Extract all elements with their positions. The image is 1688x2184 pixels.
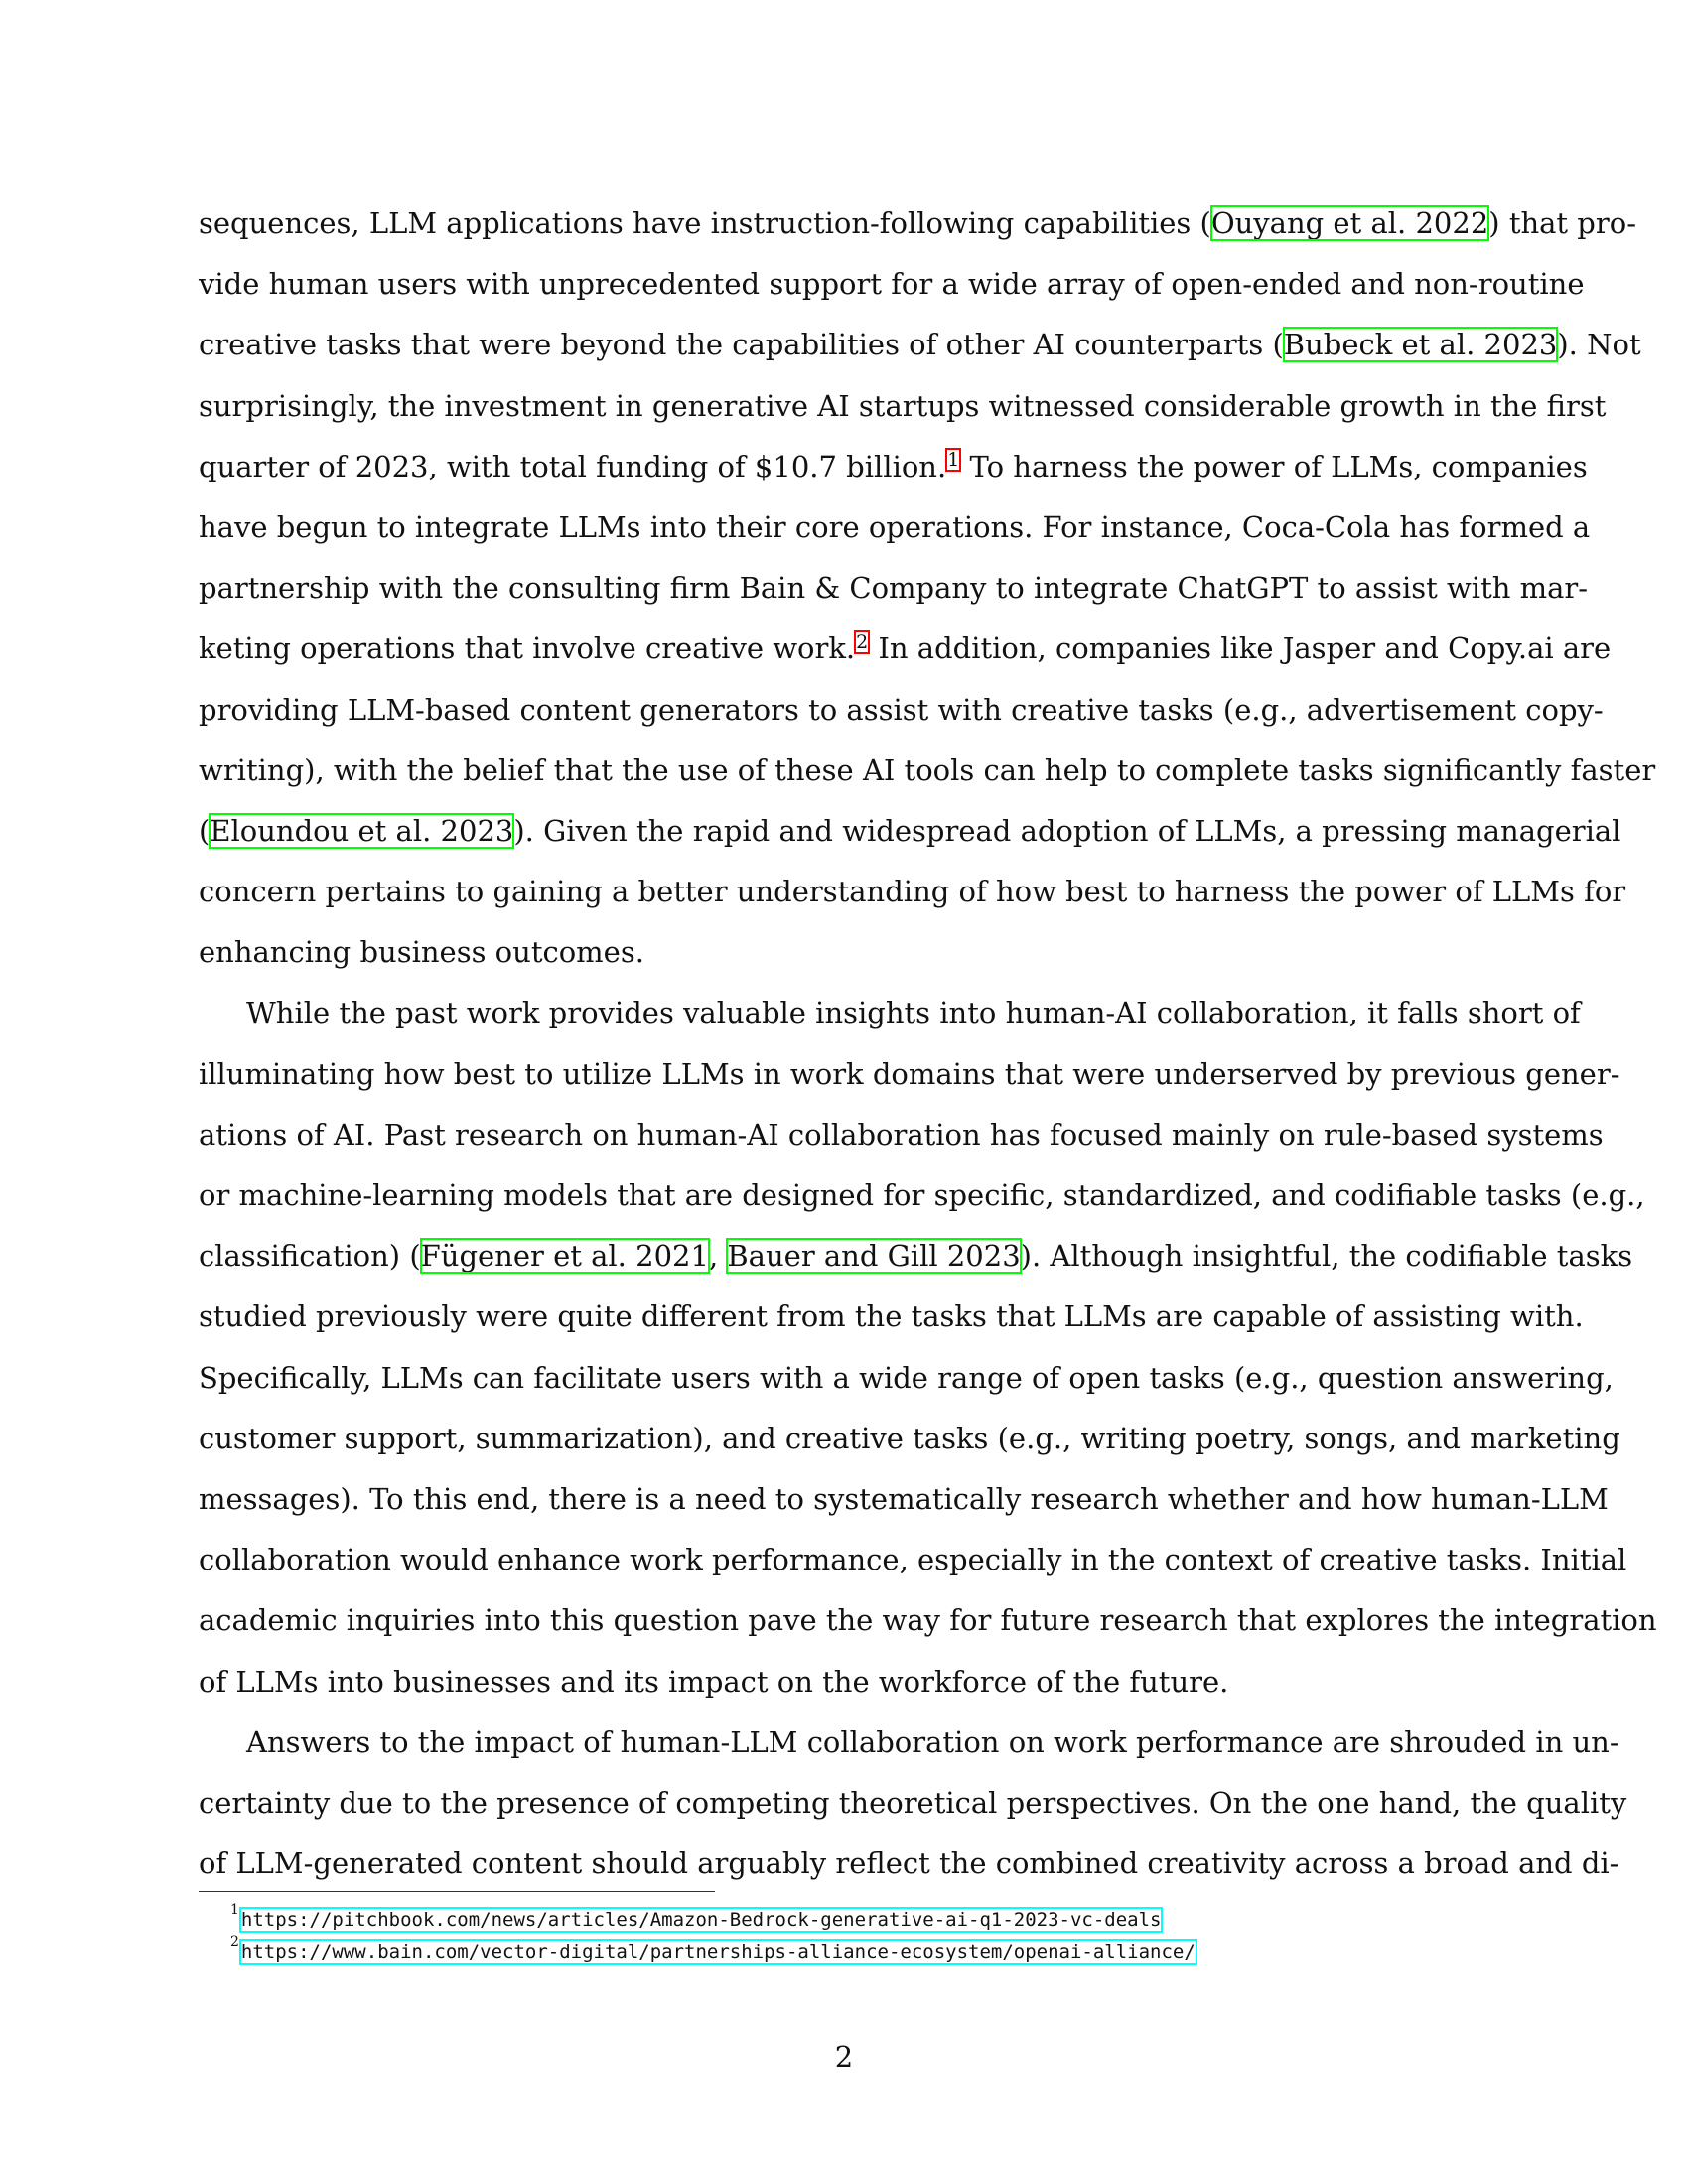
text-line: customer support, summarization), and creative tasks (e.g., writing poetry, songs, and marketing — [199, 1421, 1620, 1455]
footnote-1-link[interactable]: https://pitchbook.com/news/articles/Amazon-Bedrock-generative-ai-q1-2023-vc-deals — [240, 1909, 1162, 1931]
text-line: have begun to integrate LLMs into their core operations. For instance, Coca-Cola has formed a — [199, 509, 1591, 544]
text-line: enhancing business outcomes. — [199, 935, 644, 970]
text-line: creative tasks that were beyond the capabilities of other AI counterparts (Bubeck et al. 2023). Not — [199, 328, 1641, 362]
footnote-ref-link[interactable]: 1 — [947, 449, 960, 472]
text-line: concern pertains to gaining a better understanding of how best to harness the power of LLMs for — [199, 875, 1626, 909]
text-line: partnership with the consulting firm Bain & Company to integrate ChatGPT to assist with mar- — [199, 571, 1589, 606]
citation-link[interactable]: Ouyang et al. 2022 — [1210, 206, 1489, 240]
text-line: vide human users with unprecedented support for a wide array of open-ended and non-routine — [199, 267, 1585, 302]
footnotes — [230, 1898, 1196, 1962]
text-line: academic inquiries into this question pave the way for future research that explores the integration — [199, 1603, 1657, 1638]
text-line: While the past work provides valuable insights into human-AI collaboration, it falls short of — [246, 996, 1581, 1030]
footnote-2-link[interactable]: https://www.bain.com/vector-digital/partnerships-alliance-ecosystem/openai-alliance/ — [240, 1941, 1196, 1963]
citation-link[interactable]: Bauer and Gill 2023 — [727, 1239, 1021, 1274]
text-line: messages). To this end, there is a need to systematically research whether and how human-LLM — [199, 1481, 1609, 1516]
text-line: classification) (Fügener et al. 2021, Bauer and Gill 2023). Although insightful, the codifiable tasks — [199, 1239, 1633, 1274]
footnote-2-mark: 2 — [230, 1934, 239, 1950]
text-line: or machine-learning models that are designed for specific, standardized, and codifiable tasks (e.g., — [199, 1178, 1645, 1212]
footnote-2 — [230, 1930, 1196, 1962]
text-line: ations of AI. Past research on human-AI collaboration has focused mainly on rule-based systems — [199, 1117, 1604, 1152]
footnote-1 — [230, 1898, 1196, 1930]
text-line: of LLMs into businesses and its impact on the workforce of the future. — [199, 1664, 1229, 1699]
text-line: writing), with the belief that the use of these AI tools can help to complete tasks significantly faster — [199, 752, 1656, 787]
text-line: certainty due to the presence of competing theoretical perspectives. On the one hand, the quality — [199, 1785, 1627, 1820]
text-line: studied previously were quite different from the tasks that LLMs are capable of assisting with. — [199, 1299, 1584, 1334]
footnote-ref-link[interactable]: 2 — [856, 630, 869, 653]
text-line: surprisingly, the investment in generative AI startups witnessed considerable growth in the first — [199, 388, 1607, 423]
text-line: quarter of 2023, with total funding of $10.7 billion.$^1$ To harness the power of LLMs, companies — [199, 449, 1588, 483]
text-line: sequences, LLM applications have instruction-following capabilities (Ouyang et al. 2022) that pro- — [199, 206, 1636, 240]
paragraph — [199, 194, 1656, 983]
citation-link[interactable]: Fügener et al. 2021 — [420, 1239, 709, 1274]
footnote-rule — [199, 1891, 715, 1892]
footnote-1-mark: 1 — [230, 1902, 239, 1918]
paragraph — [199, 983, 1657, 1711]
text-line: providing LLM-based content generators to assist with creative tasks (e.g., advertisement copy- — [199, 692, 1604, 727]
text-line: collaboration would enhance work performance, especially in the context of creative tasks. Initial — [199, 1543, 1627, 1577]
text-line: Answers to the impact of human-LLM collaboration on work performance are shrouded in un- — [246, 1724, 1619, 1759]
citation-link[interactable]: Bubeck et al. 2023 — [1283, 328, 1558, 362]
text-line: (Eloundou et al. 2023). Given the rapid and widespread adoption of LLMs, a pressing managerial — [199, 813, 1621, 848]
text-line: of LLM-generated content should arguably reflect the combined creativity across a broad and di- — [199, 1846, 1619, 1881]
citation-link[interactable]: Eloundou et al. 2023 — [210, 813, 514, 848]
body-text — [199, 194, 1657, 1894]
text-line: illuminating how best to utilize LLMs in work domains that were underserved by previous gener- — [199, 1056, 1620, 1091]
text-line: keting operations that involve creative work.$^2$ In addition, companies like Jasper and Copy.ai are — [199, 630, 1612, 666]
page-number: 2 — [834, 2040, 854, 2074]
text-line: Specifically, LLMs can facilitate users with a wide range of open tasks (e.g., question answering, — [199, 1360, 1614, 1395]
paragraph — [199, 1712, 1627, 1895]
